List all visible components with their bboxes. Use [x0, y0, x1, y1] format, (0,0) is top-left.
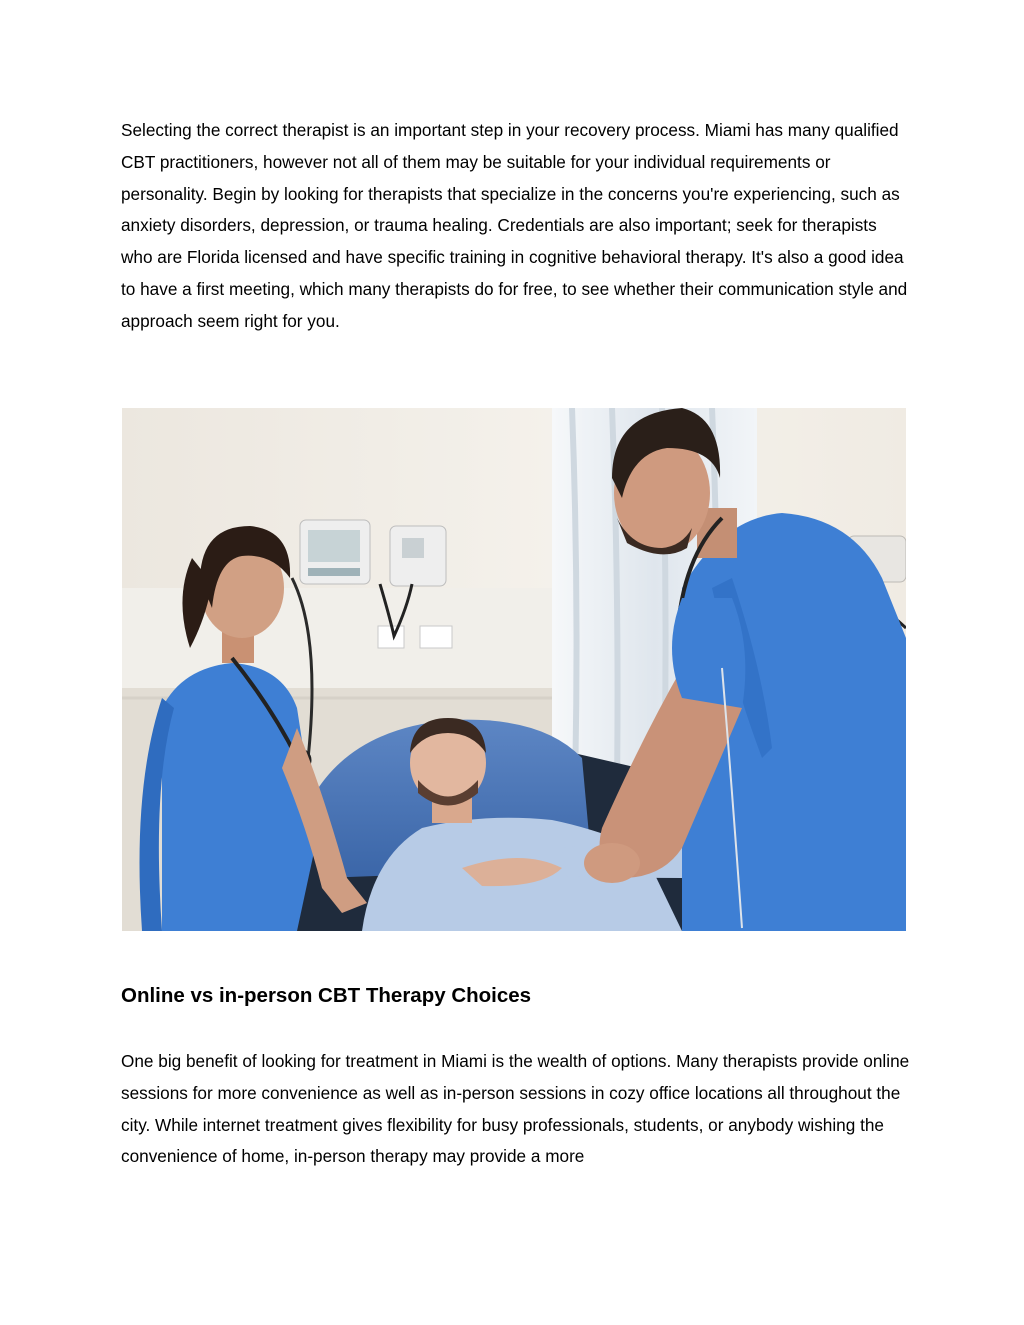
- hospital-photo: [122, 408, 906, 931]
- hospital-photo-illustration: [122, 408, 906, 931]
- options-paragraph: One big benefit of looking for treatment in Miami is the wealth of options. Many therapists provide online sessions for more convenience as well as in-person sessions in cozy office locations all throughout the city. While internet treatment gives flexibility for busy professionals, students, or anybody wishing the convenience of home, in-person therapy may provide a more: [121, 1051, 910, 1167]
- section-heading: Online vs in-person CBT Therapy Choices: [121, 984, 532, 1007]
- intro-paragraph: Selecting the correct therapist is an important step in your recovery process. Miami has many qualified CBT practitioners, however not all of them may be suitable for your individual requirements or personality. Begin by looking for therapists that specialize in the concerns you're experiencing, such as anxiety disorders, depression, or trauma healing. Credentials are also important; seek for therapists who are Florida licensed and have specific training in cognitive behavioral therapy. It's also a good idea to have a first meeting, which many therapists do for free, to see whether their communication style and approach seem right for you.: [121, 120, 908, 331]
